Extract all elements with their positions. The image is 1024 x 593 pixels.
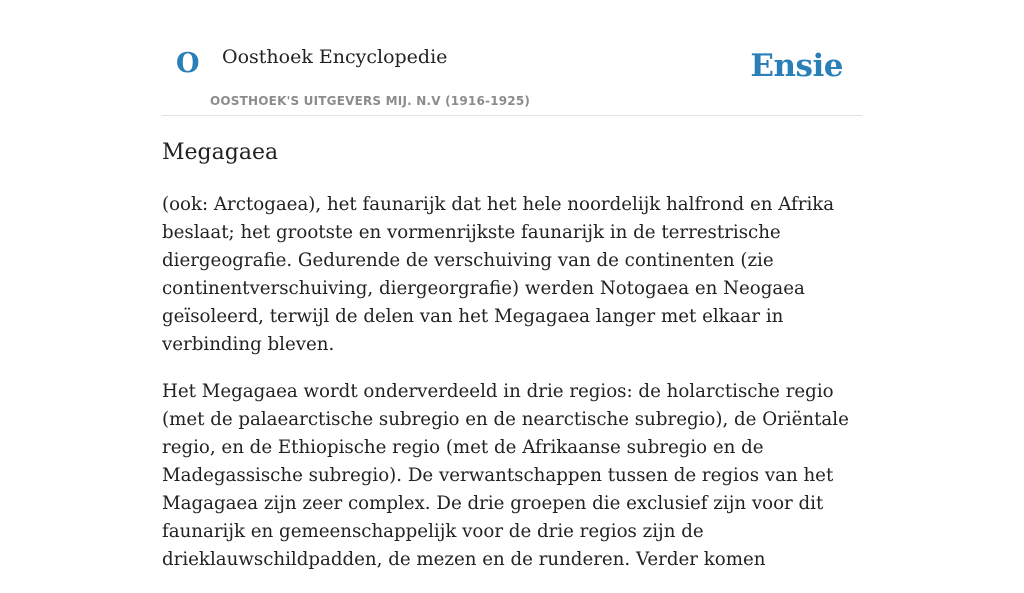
encyclopedia-logo[interactable]: O bbox=[176, 48, 200, 79]
entry-paragraph: (ook: Arctogaea), het faunarijk dat het hele noordelijk halfrond en Afrika beslaat; het grootste en vormenrijkste faunarijk in de terrestrische diergeografie. Gedurende de verschuiving van de continenten (zie continentverschuiving, diergeorgrafie) werden Notogaea en Neogaea geïsoleerd, terwijl de delen van het Megagaea langer met elkaar in verbinding bleven. bbox=[162, 194, 835, 355]
publisher-label: OOSTHOEK'S UITGEVERS MIJ. N.V (1916-1925) bbox=[210, 94, 531, 108]
entry-body bbox=[162, 191, 862, 593]
encyclopedia-title[interactable]: Oosthoek Encyclopedie bbox=[222, 46, 448, 68]
entry-title: Megagaea bbox=[162, 140, 279, 165]
site-header bbox=[162, 0, 862, 116]
ensie-brand-logo[interactable]: Ensie bbox=[750, 48, 843, 84]
entry-paragraph: Het Megagaea wordt onderverdeeld in drie regios: de holarctische regio (met de palaearctische subregio en de nearctische subregio), de Oriëntale regio, en de Ethiopische regio (met de Afrikaanse subregio en de Madegassische subregio). De verwantschappen tussen de regios van het Magagaea zijn zeer complex. De drie groepen die exclusief zijn voor dit faunarijk en gemeenschappelijk voor de drie regios zijn de drieklauwschildpadden, de mezen en de runderen. Verder komen bbox=[162, 381, 849, 570]
article-page bbox=[162, 0, 862, 570]
